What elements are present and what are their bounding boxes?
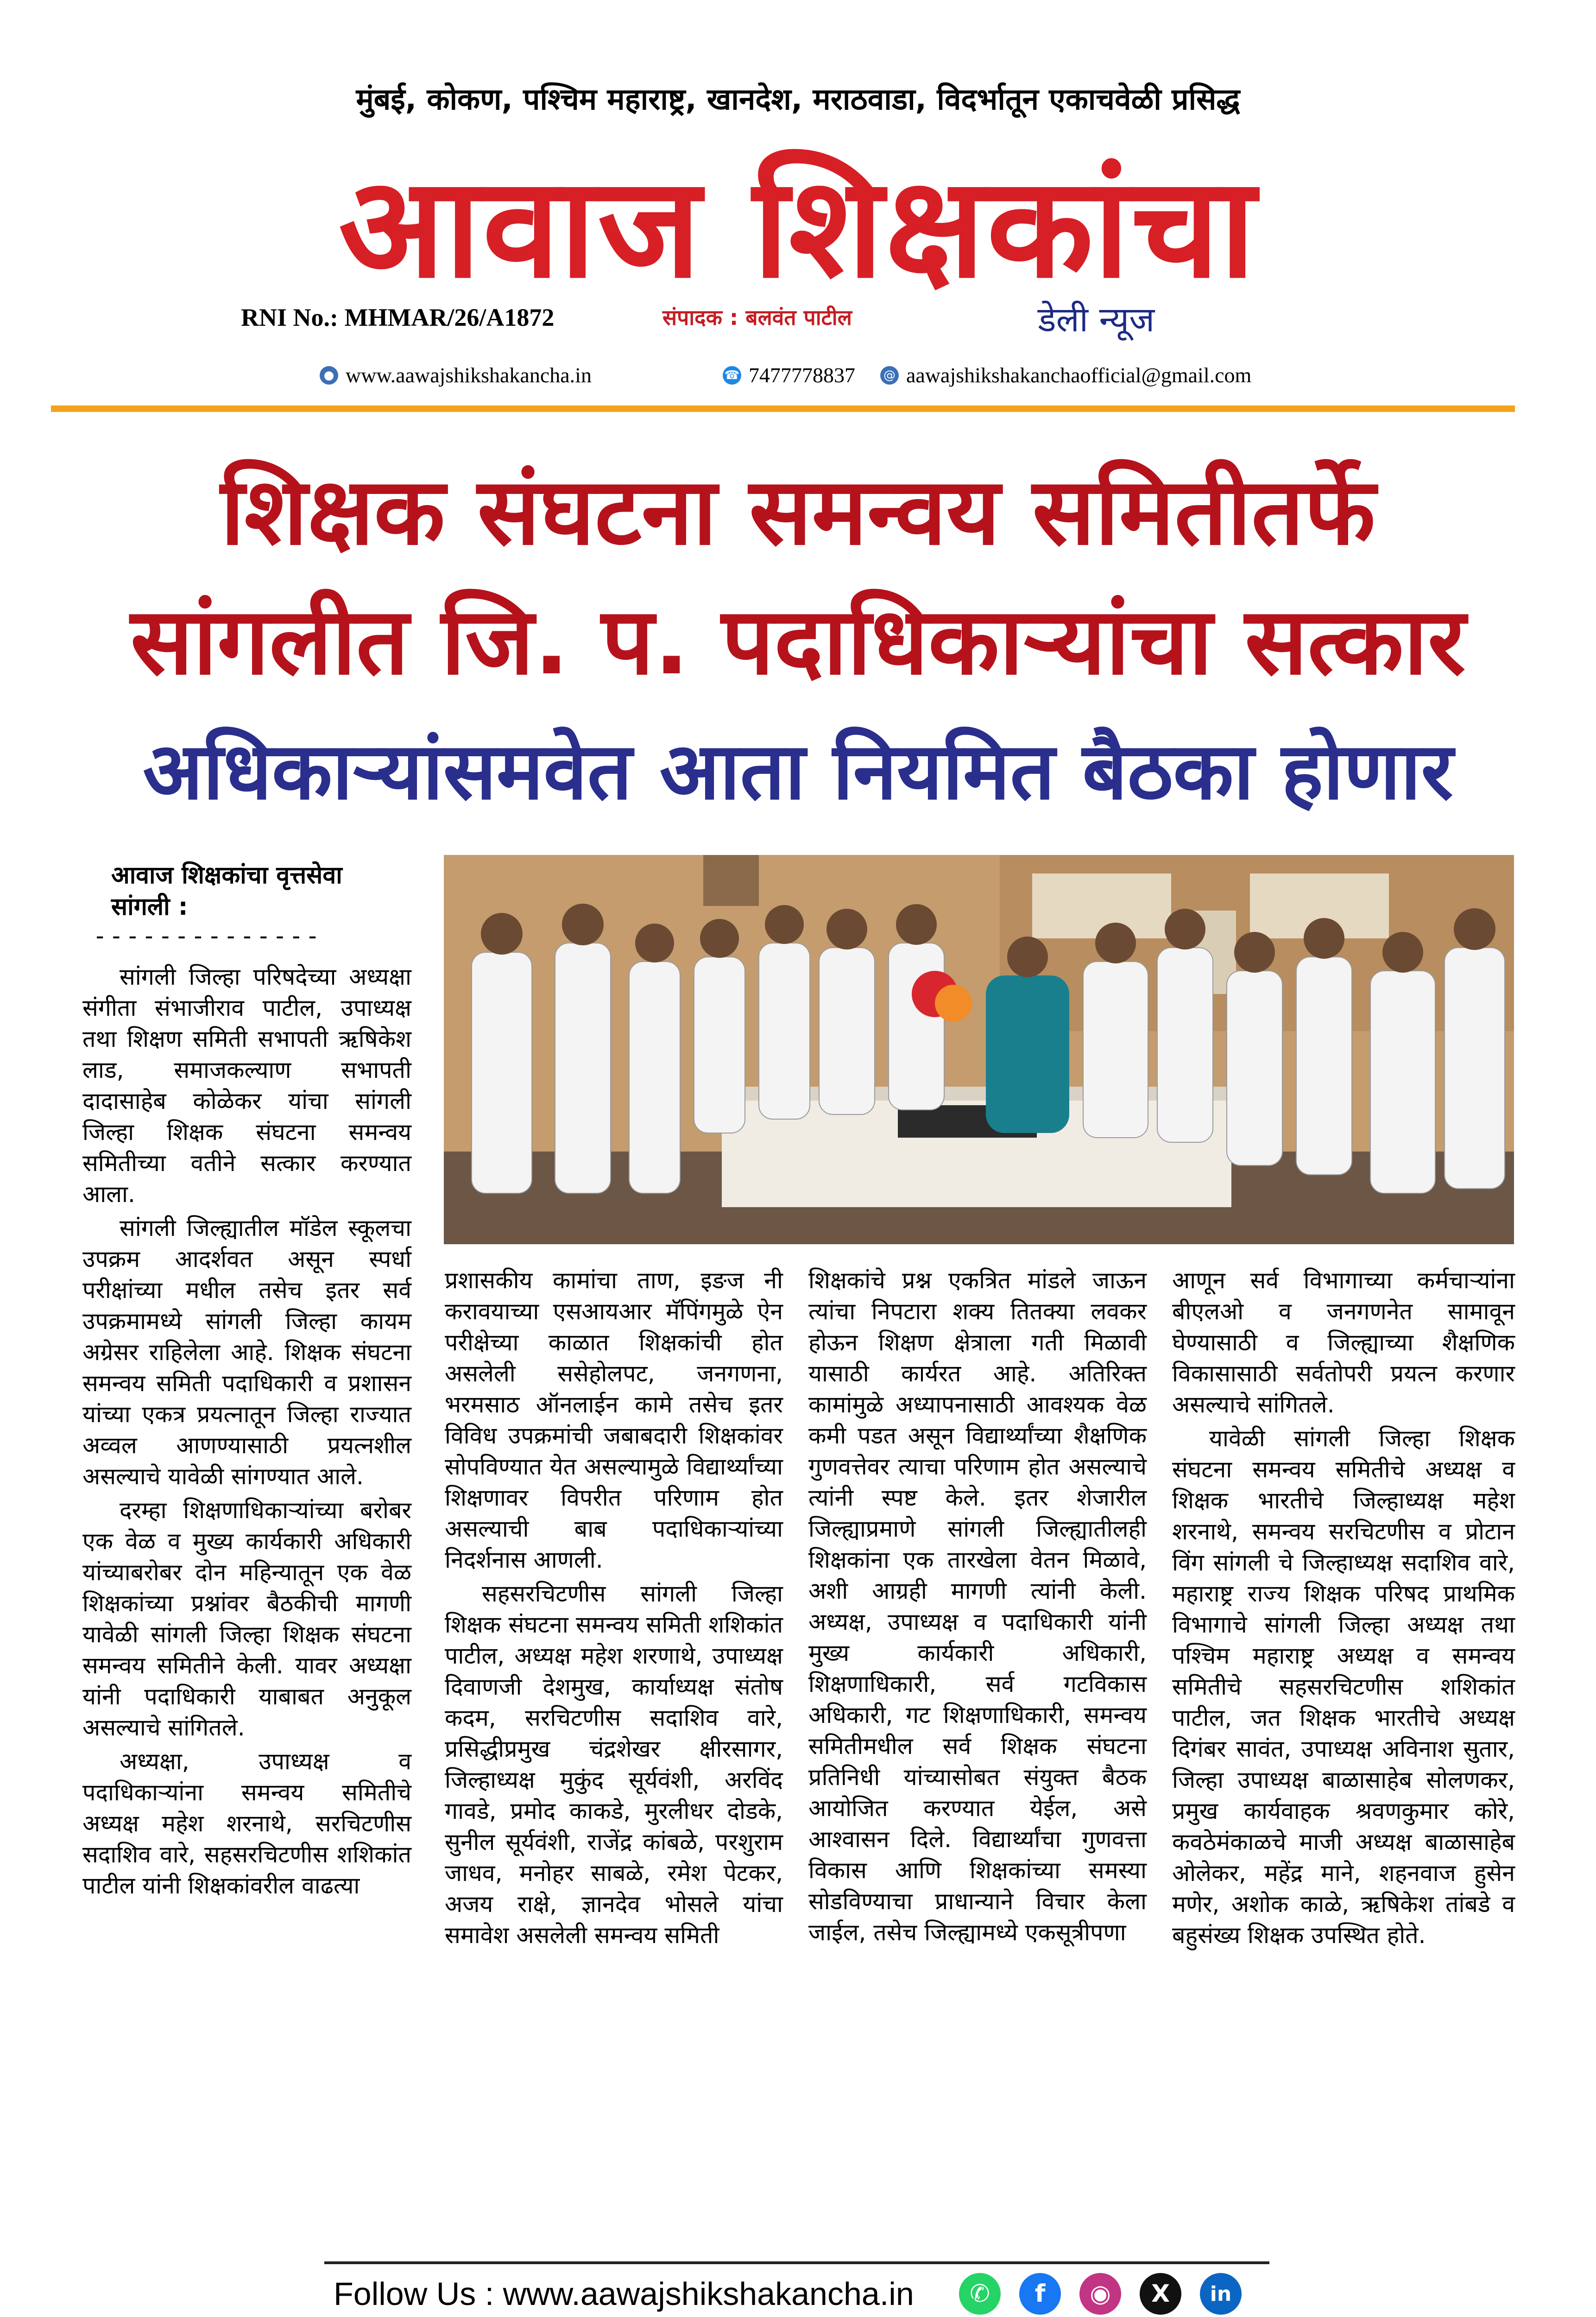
paragraph: सांगली जिल्हा परिषदेच्या अध्यक्षा संगीता संभाजीराव पाटील, उपाध्यक्ष तथा शिक्षण समिती सभापती ऋषिकेश लाड, समाजकल्याण सभापती दादासाहेब कोळेकर यांचा सांगली जिल्हा शिक्षक संघटना समन्वय समितीच्या वतीने सत्कार करण्यात आला.	[82, 963, 411, 1208]
email-icon: @	[880, 366, 899, 385]
editor-credit: संपादक : बलवंत पाटील	[662, 305, 852, 330]
paragraph: यावेळी सांगली जिल्हा शिक्षक संघटना समन्वय समितीचे अध्यक्ष व शिक्षक भारतीचे जिल्हाध्यक्ष महेश शरनाथे, समन्वय सरचिटणीस व प्रोटान विंग सांगली चे जिल्हाध्यक्ष सदाशिव वारे, महाराष्ट्र राज्य शिक्षक परिषद प्राथमिक विभागाचे सांगली जिल्हा अध्यक्ष तथा पश्चिम महाराष्ट्र अध्यक्ष व समन्वय समितीचे सहसरचिटणीस शशिकांत पाटील, जत शिक्षक भारतीचे अध्यक्ष दिगंबर सावंत, उपाध्यक्ष अविनाश सुतार, जिल्हा उपाध्यक्ष बाळासाहेब सोलणकर, प्रमुख कार्यवाहक श्रवणकुमार कोरे, कवठेमंकाळचे माजी अध्यक्ष बाळासाहेब ओलेकर, महेंद्र माने, शहनवाज हुसेन मणेर, अशोक काळे, ऋषिकेश तांबडे व बहुसंख्य शिक्षक उपस्थित होते.	[1172, 1425, 1515, 1949]
newspaper-title: आवाज शिक्षकांचा	[338, 145, 1258, 309]
event-photo-illustration	[444, 855, 1514, 1244]
daily-news-label: डेली न्यूज	[1038, 300, 1155, 340]
instagram-icon[interactable]: ◉	[1079, 2273, 1121, 2315]
linkedin-icon[interactable]: in	[1200, 2273, 1242, 2315]
paragraph: दरम्हा शिक्षणाधिकाऱ्यांच्या बरोबर एक वेळ व मुख्य कार्यकारी अधिकारी यांच्याबरोबर दोन महिन्यातून एक वेळ शिक्षकांच्या प्रश्नांवर बैठकीची मागणी यावेळी सांगली जिल्हा शिक्षक संघटना समन्वय समितीने केली. यावर अध्यक्षा यांनी पदाधिकारी याबाबत अनुकूल असल्याचे सांगितले.	[82, 1497, 411, 1741]
paragraph: शिक्षकांचे प्रश्न एकत्रित मांडले जाऊन त्यांचा निपटारा शक्य तितक्या लवकर होऊन शिक्षण क्षेत्राला गती मिळावी यासाठी कार्यरत आहे. अतिरिक्त कामांमुळे अध्यापनासाठी आवश्यक वेळ कमी पडत असून विद्यार्थ्यांच्या शैक्षणिक गुणवत्तेवर त्याचा परिणाम होत असल्याचे त्यांनी स्पष्ट केले. इतर शेजारील जिल्ह्याप्रमाणे सांगली जिल्ह्यातीलही शिक्षकांना एक तारखेला वेतन मिळावे, अशी आग्रही मागणी त्यांनी केली. अध्यक्ष, उपाध्यक्ष व पदाधिकारी यांनी मुख्य कार्यकारी अधिकारी, शिक्षणाधिकारी, सर्व गटविकास अधिकारी, गट शिक्षणाधिकारी, समन्वय समितीमधील सर्व शिक्षक संघटना प्रतिनिधी यांच्यासोबत संयुक्त बैठक आयोजित करण्यात येईल, असे आश्वासन दिले. विद्यार्थ्यांचा गुणवत्ता विकास आणि शिक्षकांच्या समस्या सोडविण्याचा प्राधान्याने विचार केला जाईल, तसेच जिल्ह्यामध्ये एकसूत्रीपणा	[808, 1267, 1147, 1946]
byline-source: आवाज शिक्षकांचा वृत्तसेवा	[111, 861, 342, 889]
email-contact[interactable]	[880, 361, 1251, 389]
phone-text: 7477778837	[749, 363, 855, 387]
article-column-4	[1172, 1265, 1515, 1954]
whatsapp-icon[interactable]: ✆	[959, 2273, 1001, 2315]
facebook-icon[interactable]: f	[1019, 2273, 1061, 2315]
footer-top-rule	[324, 2261, 1269, 2264]
paragraph: सांगली जिल्ह्यातील मॉडेल स्कूलचा उपक्रम आदर्शवत असून स्पर्धा परीक्षांच्या मधील तसेच इतर सर्व उपक्रमामध्ये सांगली जिल्हा कायम अग्रेसर राहिलेला आहे. शिक्षक संघटना समन्वय समिती पदाधिकारी व प्रशासन यांच्या एकत्र प्रयत्नातून जिल्हा राज्यात अव्वल आणण्यासाठी प्रयत्नशील असल्याचे यावेळी सांगण्यात आले.	[82, 1215, 411, 1490]
follow-us-link[interactable]: Follow Us : www.aawajshikshakancha.in	[334, 2276, 914, 2312]
website-text: www.aawajshikshakancha.in	[346, 363, 592, 387]
article-column-1	[82, 962, 411, 1904]
masthead-tagline: मुंबई, कोकण, पश्चिम महाराष्ट्र, खानदेश, मराठवाडा, विदर्भातून एकाचवेळी प्रसिद्ध	[356, 82, 1240, 117]
rni-number: RNI No.: MHMAR/26/A1872	[241, 304, 555, 331]
byline-separator: --------------	[93, 922, 322, 950]
phone-contact[interactable]	[723, 361, 855, 389]
paragraph: अध्यक्षा, उपाध्यक्ष व पदाधिकाऱ्यांना समन्वय समितीचे अध्यक्ष महेश शरनाथे, सरचिटणीस सदाशिव वारे, सहसरचिटणीस शशिकांत पाटील यांनी शिक्षकांवरील वाढत्या	[82, 1748, 411, 1899]
byline-place: सांगली :	[111, 893, 188, 921]
subheadline: अधिकाऱ्यांसमवेत आता नियमित बैठका होणार	[143, 726, 1453, 817]
byline	[111, 860, 342, 923]
paragraph: आणून सर्व विभागाच्या कर्मचाऱ्यांना बीएलओ व जनगणनेत सामावून घेण्यासाठी व जिल्ह्याच्या शैक्षणिक विकासासाठी सर्वतोपरी प्रयत्न करणार असल्याचे सांगितले.	[1172, 1267, 1515, 1418]
header-divider	[51, 405, 1515, 412]
website-contact[interactable]	[320, 361, 592, 389]
paragraph: प्रशासकीय कामांचा ताण, इङज नी करावयाच्या एसआयआर मॅपिंगमुळे ऐन परीक्षेच्या काळात शिक्षकांची होत असलेली ससेहोलपट, जनगणना, भरमसाठ ऑनलाईन कामे तसेच इतर विविध उपक्रमांची जबाबदारी शिक्षकांवर सोपविण्यात येत असल्यामुळे विद्यार्थ्यांच्या शिक्षणावर विपरीत परिणाम होत असल्याची बाब पदाधिकाऱ्यांच्या निदर्शनास आणली.	[445, 1267, 783, 1573]
article-column-2	[445, 1265, 783, 1954]
phone-icon: ☎	[723, 366, 741, 385]
paragraph: सहसरचिटणीस सांगली जिल्हा शिक्षक संघटना समन्वय समिती शशिकांत पाटील, अध्यक्ष महेश शरणाथे, उपाध्यक्ष दिवाणजी देशमुख, कार्याध्यक्ष संतोष कदम, सरचिटणीस सदाशिव वारे, प्रसिद्धीप्रमुख चंद्रशेखर क्षीरसागर, जिल्हाध्यक्ष मुकुंद सूर्यवंशी, अरविंद गावडे, प्रमोद काकडे, मुरलीधर दोडके, सुनील सूर्यवंशी, राजेंद्र कांबळे, परशुराम जाधव, मनोहर साबळे, रमेश पेटकर, अजय राक्षे, ज्ञानदेव भोसले यांचा समावेश असलेली समन्वय समिती	[445, 1580, 783, 1949]
headline-line-2: सांगलीत जि. प. पदाधिकाऱ्यांचा सत्कार	[130, 588, 1466, 696]
event-photo	[444, 855, 1514, 1244]
email-text: aawajshikshakanchaofficial@gmail.com	[906, 363, 1252, 387]
globe-icon: ●	[320, 366, 338, 385]
headline-line-1: शिक्षक संघटना समन्वय समितीतर्फे	[220, 458, 1376, 566]
article-column-3	[808, 1265, 1147, 1951]
x-icon[interactable]: X	[1140, 2273, 1181, 2315]
